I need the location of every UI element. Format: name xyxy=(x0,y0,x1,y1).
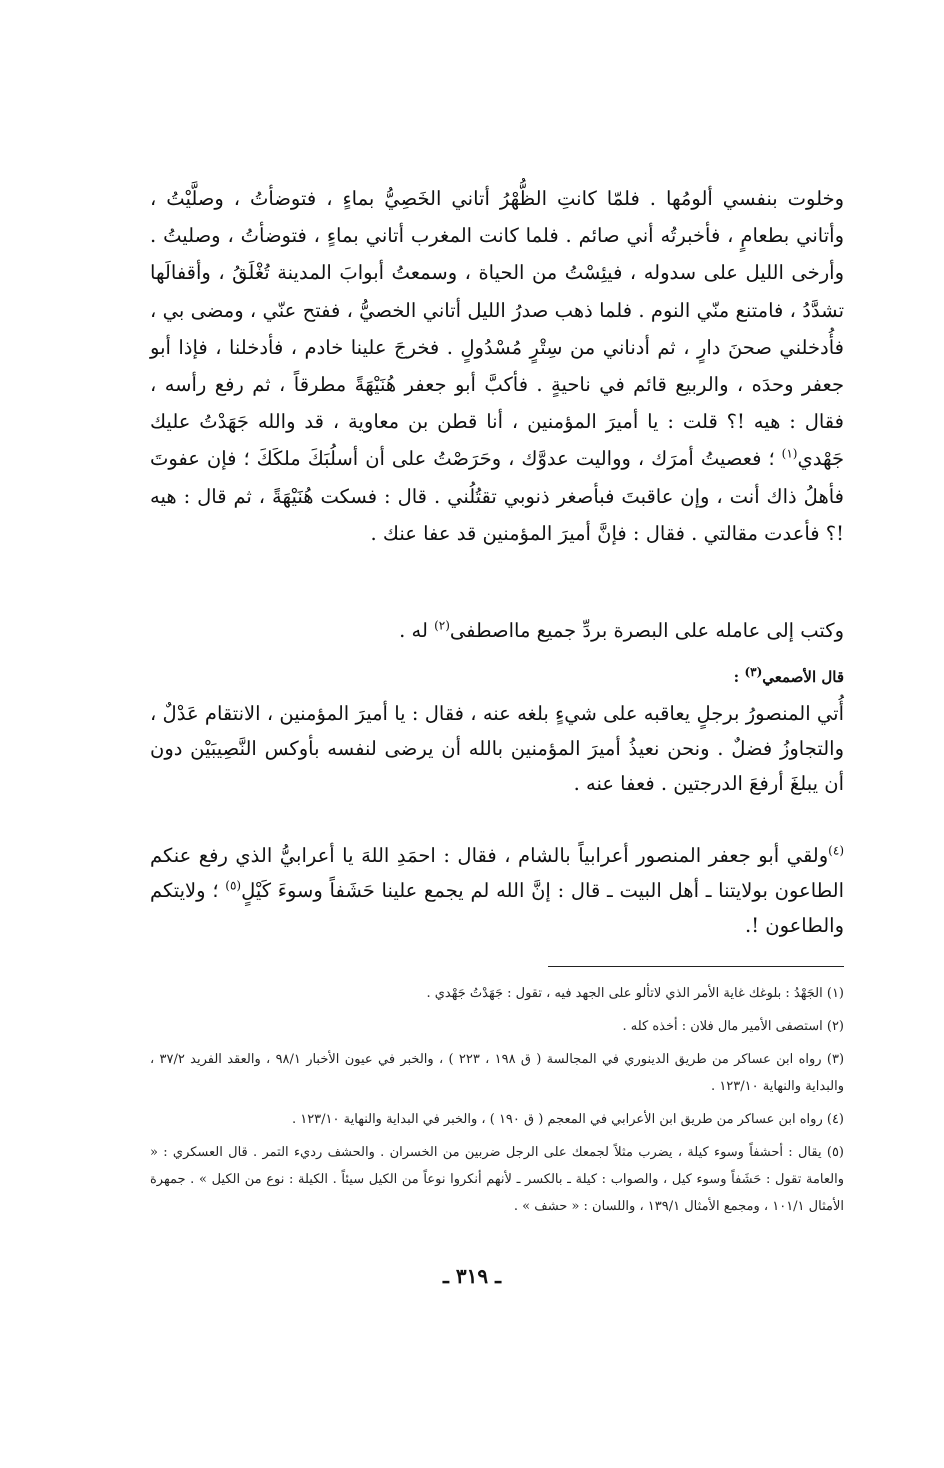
footnote-marker: (٣) xyxy=(744,665,763,679)
body-paragraph-1 xyxy=(150,180,844,552)
paragraph-text: ؛ فعصيتُ أمرَك ، وواليت عدوَّك ، وحَرَصْتُ على أن أسلُبَكَ ملكَكَ ؛ فإن عفوتَ فأهلُ ذاك أنت ، وإن عاقبتَ فبأصغر ذنوبي تقتُلُني . قال : فسكت هُنَيْهَةً ، ثم قال : هيه !؟ فأعدت مقالتي . فقال : فإنَّ أميرَ المؤمنين قد عفا عنك . xyxy=(150,447,844,545)
footnote-divider xyxy=(548,966,844,967)
footnote-marker: (١) xyxy=(781,446,798,461)
page-number: ـ ٣١٩ ـ xyxy=(443,1264,501,1288)
paragraph-text: أُتي المنصورُ برجلٍ يعاقبه على شيءٍ بلغه عنه ، فقال : يا أميرَ المؤمنين ، الانتقام عَدْلٌ ، والتجاوزُ فضلٌ . ونحن نعيذُ أميرَ المؤمنين بالله أن يرضى لنفسه بأوكس النَّصِيبَيْن دون أن يبلغَ أرفعَ الدرجتين . فعفا عنه . xyxy=(150,702,844,795)
footnote-3: (٣) رواه ابن عساكر من طريق الدينوري في المجالسة ( ق ١٩٨ ، ٢٢٣ ) ، والخبر في عيون الأخبار ٩٨/١ ، والعقد الفريد ٣٧/٢ ، والبداية والنهاية ١٢٣/١٠ . xyxy=(150,1052,845,1094)
footnote-marker: (٥) xyxy=(225,878,242,893)
paragraph-text: ؛ ولايتكم والطاعون !. xyxy=(150,879,844,937)
heading-text: : xyxy=(733,668,745,686)
footnote-marker: (٢) xyxy=(434,618,450,633)
footnote-4: (٤) رواه ابن عساكر من طريق ابن الأعرابي في المعجم ( ق ١٩٠ ) ، والخبر في البداية والنهاية ١٢٣/١٠ . xyxy=(291,1112,844,1127)
paragraph-text: وخلوت بنفسي ألومُها . فلمّا كانتِ الظُّهْرُ أتاني الخَصِيُّ بماءٍ ، فتوضأتُ ، وصلَّيْتُ ، وأتاني بطعامٍ ، فأخبرتُه أني صائم . فلما كانت المغرب أتاني بماءٍ ، فتوضأتُ ، وصليتُ . وأرخى الليل على سدوله ، فيئِسْتُ من الحياة ، وسمعتُ أبوابَ المدينة تُغْلَقُ ، وأقفالَها تشدَّدُ ، فامتنع منّي النوم . فلما ذهب صدرُ الليل أتاني الخصيُّ ، ففتح عنّي ، ومضى بي ، فأُدخلني صحنَ دارٍ ، ثم أدناني من سِتْرٍ مُسْدُولٍ . فخرجَ علينا خادم ، فأدخلنا ، فإذا أبو جعفر وحدَه ، والربيع قائم في ناحيةٍ . فأكبَّ أبو جعفر هُنَيْهَةً مطرقاً ، ثم رفع رأسه ، فقال : هيه !؟ قلت : يا أميرَ المؤمنين ، أنا قطن بن معاوية ، قد والله جَهَدْتُ عليك جَهْدي xyxy=(150,187,844,471)
footnote-5: (٥) يقال : أحشفاً وسوء كيلة ، يضرب مثلاً لجمعك على الرجل ضربين من الخسران . والحشف رديء التمر . قال العسكري : « والعامة تقول : حَشَفاً وسوء كيل ، والصواب : كيلة ـ بالكسر ـ لأنهم أنكروا نوعاً من الكيل سيئاً . الكيلة : نوع من الكيل » . جمهرة الأمثال ١٠١/١ ، ومجمع الأمثال ١٣٩/١ ، واللسان : « حشف » . xyxy=(150,1145,844,1214)
footnote-2: (٢) استصفى الأمير مال فلان : أخذه كله . xyxy=(622,1019,844,1034)
paragraph-text: وكتب إلى عامله على البصرة بردِّ جميع مااصطفى xyxy=(449,619,844,642)
paragraph-text: له . xyxy=(399,619,435,642)
footnote-1: (١) الجَهْدُ : بلوغك غاية الأمر الذي لاتألو على الجهد فيه ، تقول : جَهَدْتُ جَهْدي . xyxy=(426,986,844,1001)
heading-text: قال الأصمعي xyxy=(762,668,844,686)
body-paragraph-2 xyxy=(150,612,844,649)
footnote-marker: (٤) xyxy=(828,843,844,858)
footnotes xyxy=(150,980,844,1226)
body-paragraph-4 xyxy=(150,838,844,943)
section-heading xyxy=(150,665,844,689)
paragraph-text: ولقي أبو جعفر المنصور أعرابياً بالشام ، فقال : احمَدِ اللهَ يا أعرابيُّ الذي رفع عنكم الطاعون بولايتنا ـ أهل البيت ـ قال : إنَّ الله لم يجمع علينا حَشَفاً وسوءَ كَيْلٍ xyxy=(150,844,844,902)
body-paragraph-3 xyxy=(150,696,844,801)
